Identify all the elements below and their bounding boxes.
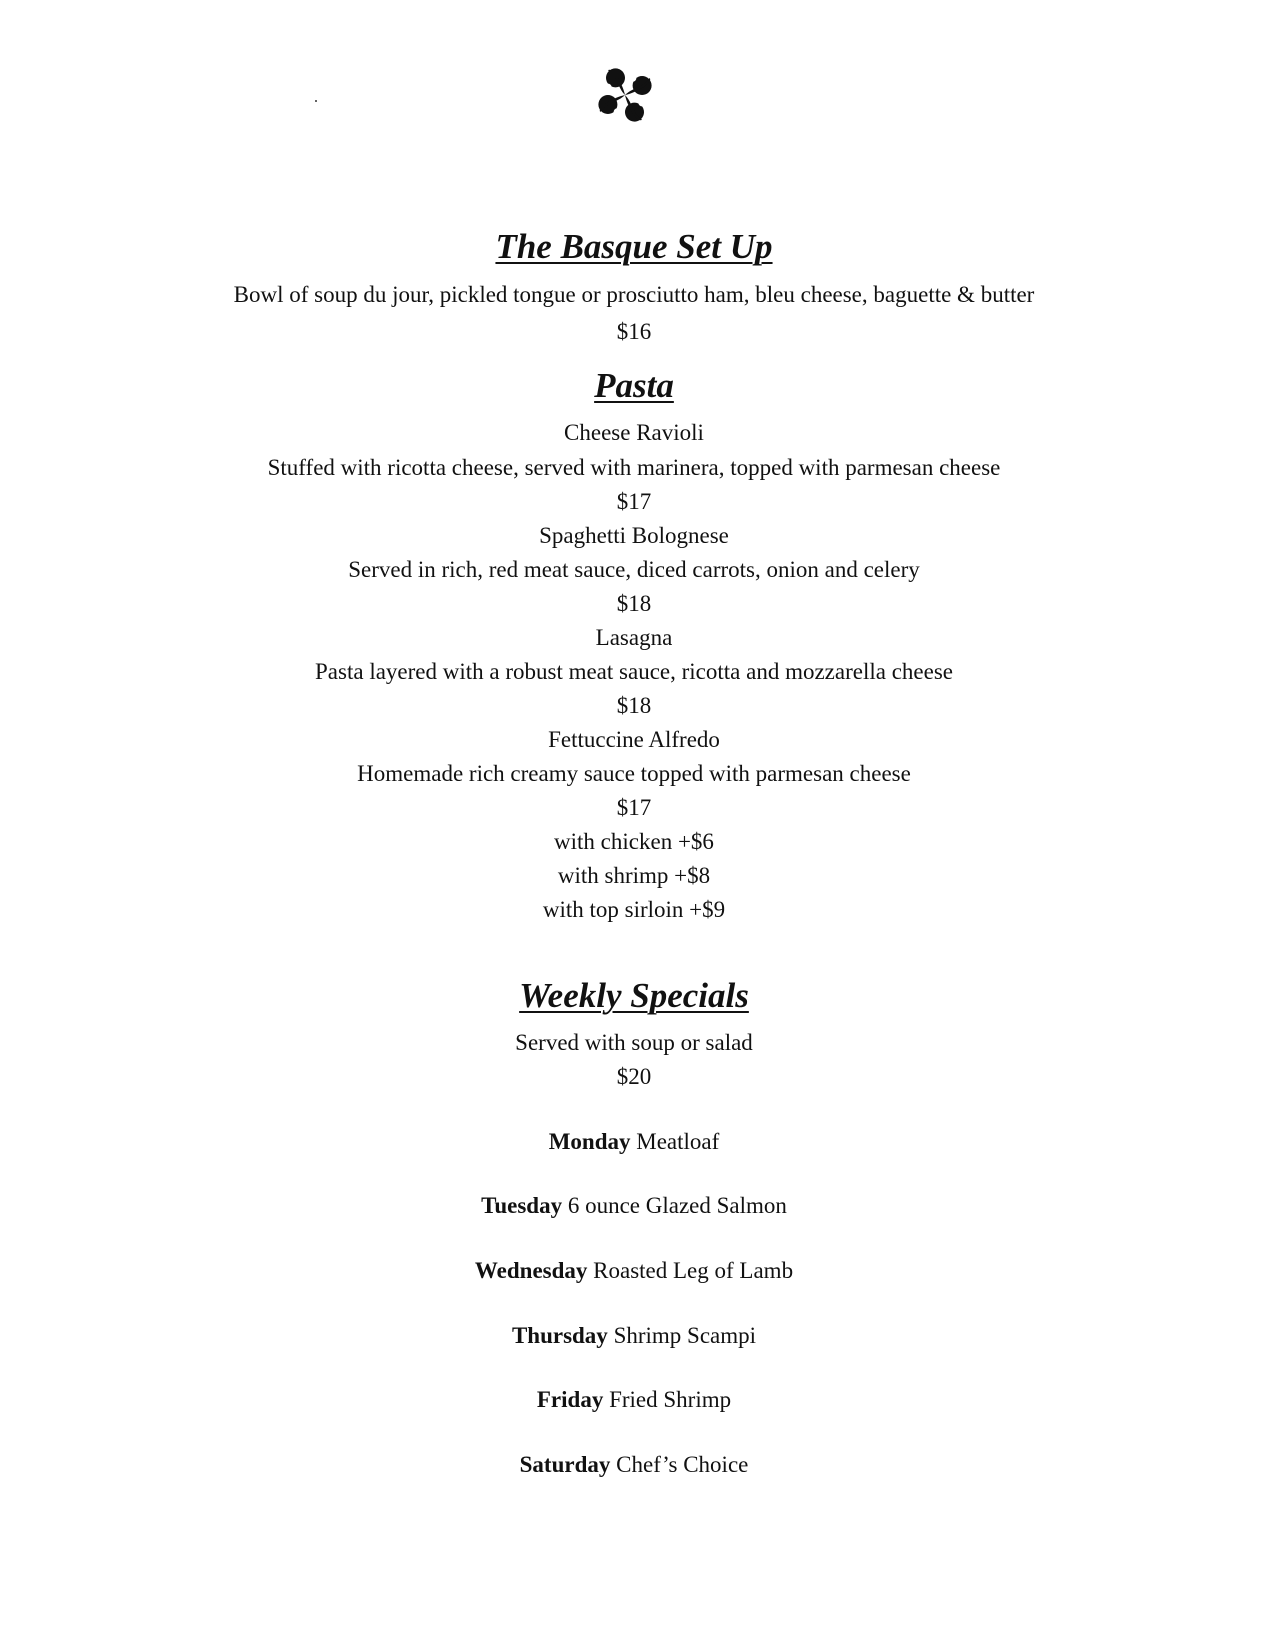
pasta-addon: with chicken +$6 (554, 829, 714, 854)
pasta-addon: with top sirloin +$9 (542, 897, 726, 922)
set-up-title: The Basque Set Up (495, 227, 773, 266)
pasta-item-price: $18 (616, 591, 652, 616)
set-up-description: Bowl of soup du jour, pickled tongue or prosciutto ham, bleu cheese, baguette & butter (233, 282, 1035, 307)
pasta-item-price: $17 (616, 795, 652, 820)
special-dish: 6 ounce Glazed Salmon (567, 1193, 787, 1218)
special-tuesday (0, 1191, 1268, 1221)
special-dish: Chef’s Choice (616, 1452, 749, 1477)
basque-lauburu-icon (587, 57, 663, 133)
pasta-item-price: $17 (616, 489, 652, 514)
special-day: Monday (548, 1129, 631, 1154)
special-saturday (0, 1450, 1268, 1480)
special-wednesday (0, 1256, 1268, 1286)
pasta-item-name: Lasagna (595, 625, 673, 650)
pasta-item-description: Stuffed with ricotta cheese, served with marinera, topped with parmesan cheese (267, 455, 1001, 480)
special-dish: Shrimp Scampi (613, 1323, 757, 1348)
special-dish: Fried Shrimp (609, 1387, 732, 1412)
special-thursday (0, 1321, 1268, 1351)
pasta-addon: with shrimp +$8 (557, 863, 711, 888)
special-day: Tuesday (481, 1193, 563, 1218)
set-up-price: $16 (616, 319, 652, 344)
specials-price: $20 (616, 1064, 652, 1089)
specials-subtitle: Served with soup or salad (515, 1030, 753, 1055)
pasta-item-description: Homemade rich creamy sauce topped with parmesan cheese (357, 761, 911, 786)
pasta-item-name: Cheese Ravioli (564, 420, 704, 445)
special-friday (0, 1385, 1268, 1415)
special-dish: Roasted Leg of Lamb (593, 1258, 794, 1283)
pasta-item-description: Pasta layered with a robust meat sauce, ricotta and mozzarella cheese (315, 659, 953, 684)
special-monday (0, 1127, 1268, 1157)
specials-title: Weekly Specials (519, 976, 749, 1015)
special-day: Thursday (511, 1323, 608, 1348)
pasta-item-name: Spaghetti Bolognese (539, 523, 729, 548)
special-dish: Meatloaf (636, 1129, 720, 1154)
pasta-item-price: $18 (616, 693, 652, 718)
special-day: Friday (536, 1387, 604, 1412)
pasta-item-name: Fettuccine Alfredo (548, 727, 720, 752)
special-day: Wednesday (474, 1258, 588, 1283)
special-day: Saturday (519, 1452, 611, 1477)
pasta-title: Pasta (594, 366, 674, 405)
scan-speck (315, 100, 317, 102)
pasta-item-description: Served in rich, red meat sauce, diced carrots, onion and celery (348, 557, 920, 582)
